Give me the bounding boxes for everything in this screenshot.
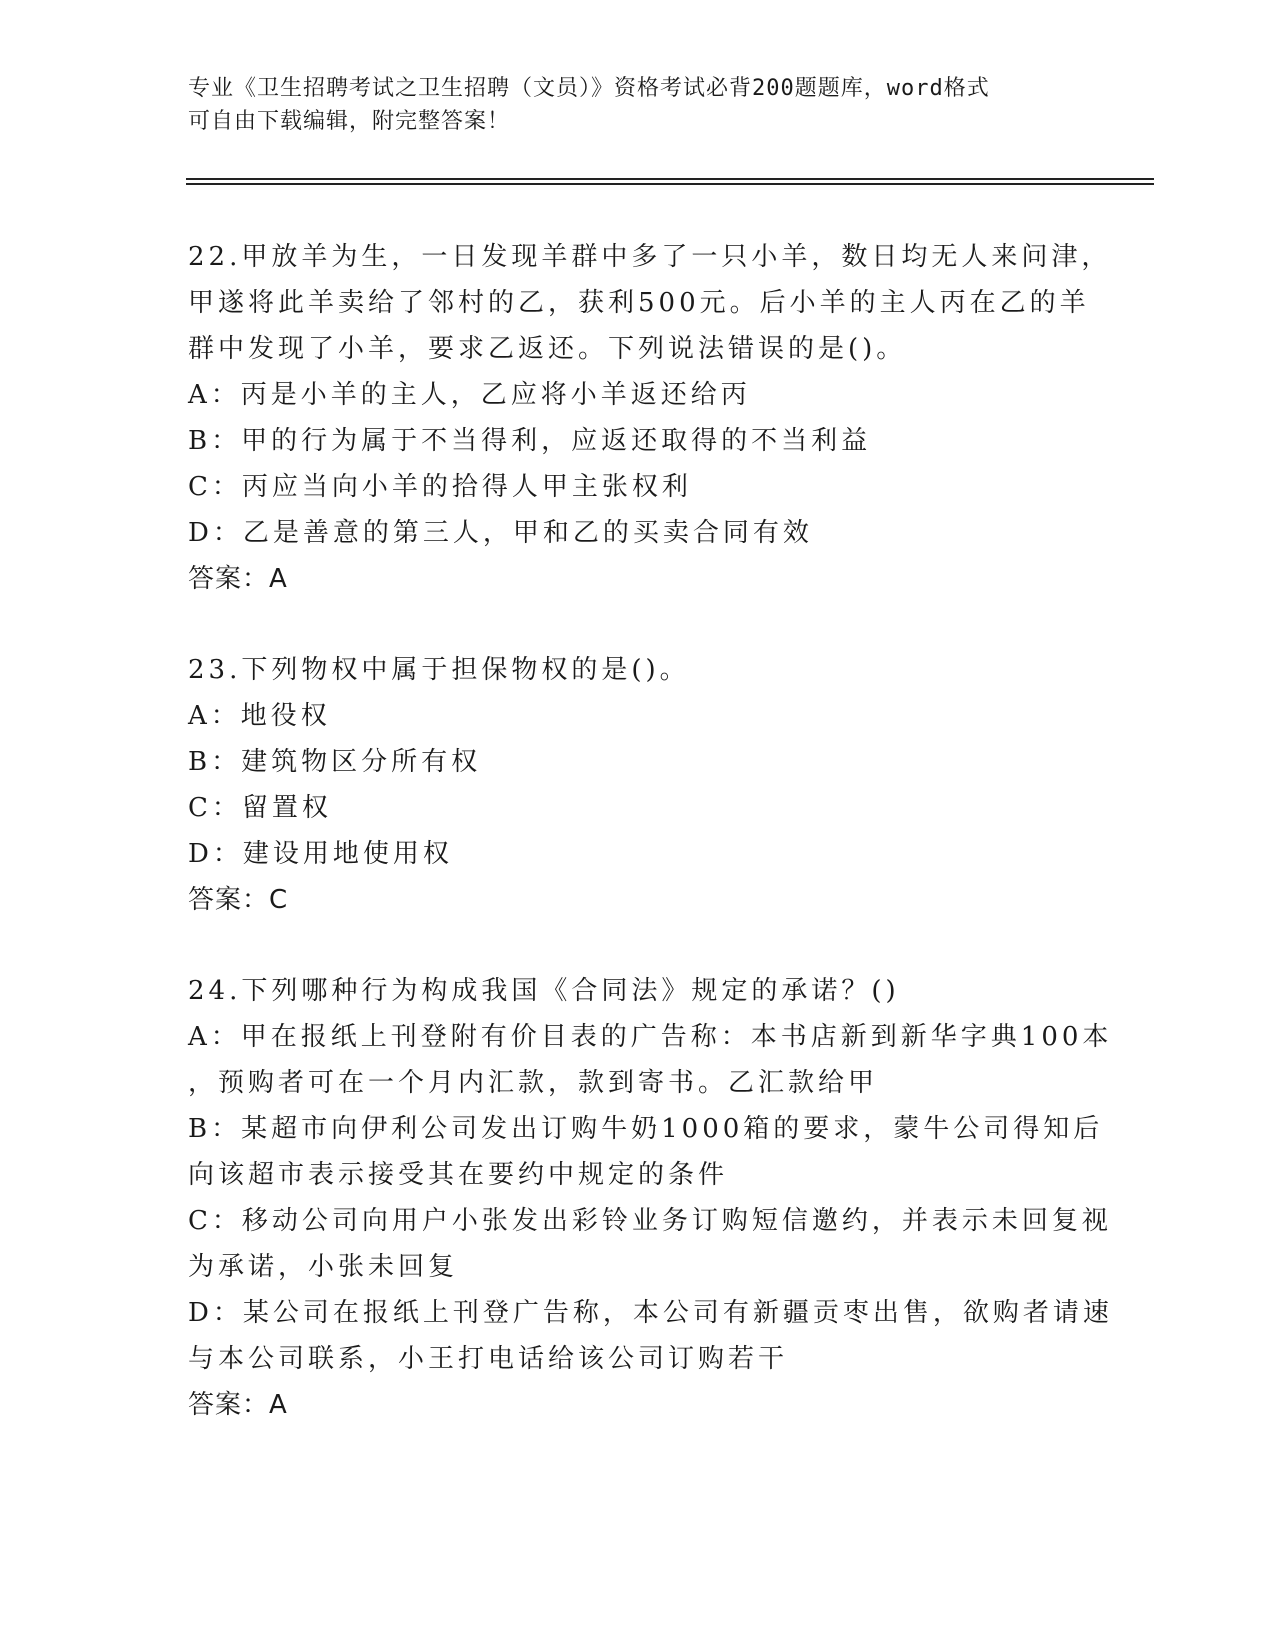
option-c: C：丙应当向小羊的拾得人甲主张权利: [188, 472, 692, 502]
question-spacer: [188, 602, 1088, 647]
option-b-line: 向该超市表示接受其在要约中规定的条件: [188, 1160, 729, 1190]
question-stem-line: 甲遂将此羊卖给了邻村的乙，获利500元。后小羊的主人丙在乙的羊: [188, 288, 1090, 318]
header-line: 可自由下载编辑，附完整答案！: [188, 109, 511, 134]
option-a-line: ，预购者可在一个月内汇款，款到寄书。乙汇款给甲: [188, 1068, 879, 1098]
option-d-line: D：某公司在报纸上刊登广告称，本公司有新疆贡枣出售，欲购者请速: [188, 1298, 1113, 1328]
option-b: B：建筑物区分所有权: [188, 747, 482, 777]
header-divider-top: [186, 178, 1154, 180]
question-24: [188, 968, 1113, 1428]
option-b: B：甲的行为属于不当得利，应返还取得的不当利益: [188, 426, 872, 456]
header-divider-bottom: [186, 183, 1154, 185]
question-spacer: [188, 923, 1088, 968]
question-stem-line: 22.甲放羊为生，一日发现羊群中多了一只小羊，数日均无人来问津，: [188, 242, 1112, 272]
question-stem-line: 24.下列哪种行为构成我国《合同法》规定的承诺？(): [188, 976, 900, 1006]
option-b-line: B：某超市向伊利公司发出订购牛奶1000箱的要求，蒙牛公司得知后: [188, 1114, 1104, 1144]
option-d: D：乙是善意的第三人，甲和乙的买卖合同有效: [188, 518, 813, 548]
option-a-line: A：甲在报纸上刊登附有价目表的广告称：本书店新到新华字典100本: [188, 1022, 1113, 1052]
question-stem-line: 群中发现了小羊，要求乙返还。下列说法错误的是()。: [188, 334, 907, 364]
question-stem-line: 23.下列物权中属于担保物权的是()。: [188, 655, 690, 685]
document-header: [188, 72, 1088, 138]
option-d: D：建设用地使用权: [188, 839, 453, 869]
question-22: [188, 234, 1112, 602]
option-c: C：留置权: [188, 793, 332, 823]
option-c-line: C：移动公司向用户小张发出彩铃业务订购短信邀约，并表示未回复视: [188, 1206, 1112, 1236]
question-23: [188, 647, 1088, 923]
option-a: A：地役权: [188, 701, 331, 731]
header-line: 专业《卫生招聘考试之卫生招聘（文员）》资格考试必背200题题库，word格式: [188, 76, 990, 101]
option-d-line: 与本公司联系，小王打电话给该公司订购若干: [188, 1344, 789, 1374]
option-c-line: 为承诺，小张未回复: [188, 1252, 459, 1282]
question-list: [188, 234, 1113, 1428]
answer: 答案：A: [188, 564, 288, 594]
answer: 答案：A: [188, 1390, 288, 1420]
option-a: A：丙是小羊的主人，乙应将小羊返还给丙: [188, 380, 751, 410]
answer: 答案：C: [188, 885, 289, 915]
